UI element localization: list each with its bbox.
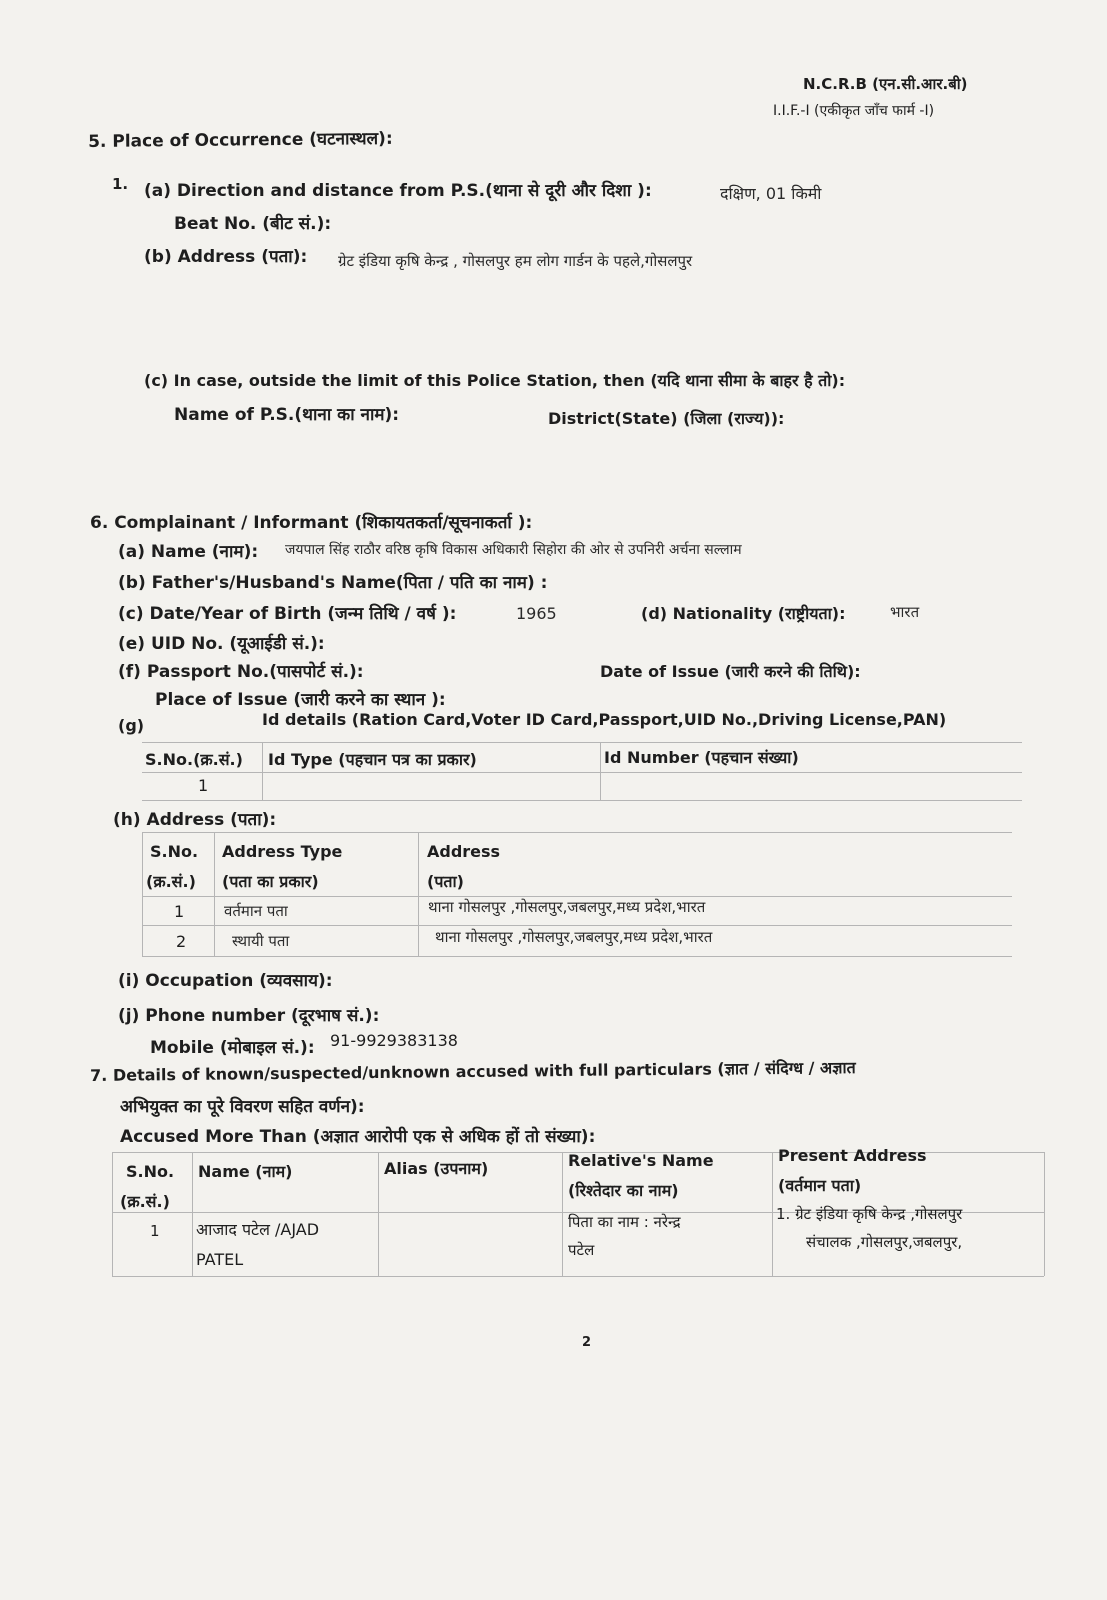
accused-row-relative-line2: पटेल	[568, 1241, 595, 1259]
occurrence-address-value: ग्रेट इंडिया कृषि केन्द्र , गोसलपुर हम लोग गार्डन के पहले,गोसलपुर	[338, 252, 693, 270]
address-table-header-type-hindi: (पता का प्रकार)	[222, 872, 319, 891]
accused-table-header-alias: Alias (उपनाम)	[384, 1159, 489, 1178]
direction-distance-label: (a) Direction and distance from P.S.(थाना से दूरी और दिशा ):	[144, 181, 652, 201]
section-6-title: 6. Complainant / Informant (शिकायतकर्ता/सूचनाकर्ता ):	[90, 513, 533, 533]
accused-table-header-relative: Relative's Name	[568, 1151, 714, 1170]
section-7-title-continued: अभियुक्त का पूरे विवरण सहित वर्णन):	[120, 1097, 365, 1117]
id-table-header-type: Id Type (पहचान पत्र का प्रकार)	[268, 750, 477, 769]
date-of-birth-value: 1965	[516, 604, 557, 623]
complainant-name-label: (a) Name (नाम):	[118, 542, 259, 562]
page-number: 2	[582, 1335, 592, 1350]
accused-row-name-line2: PATEL	[196, 1250, 244, 1269]
address-row-1-sno: 1	[174, 902, 185, 921]
accused-row-sno: 1	[150, 1222, 160, 1240]
section-7-title: 7. Details of known/suspected/unknown accused with full particulars (ज्ञात / संदिग्ध / अज्ञात	[90, 1057, 856, 1085]
beat-number-label: Beat No. (बीट सं.):	[174, 214, 332, 234]
address-row-1-address: थाना गोसलपुर ,गोसलपुर,जबलपुर,मध्य प्रदेश,भारत	[428, 898, 706, 916]
address-row-2-type: स्थायी पता	[232, 932, 290, 950]
id-table-header-sno: S.No.(क्र.सं.)	[145, 750, 243, 769]
iif-header: I.I.F.-I (एकीकृत जाँच फार्म -I)	[773, 103, 935, 119]
accused-table-header-address: Present Address	[778, 1146, 927, 1165]
direction-distance-value: दक्षिण, 01 किमी	[720, 184, 822, 203]
id-table-row-sno: 1	[198, 776, 209, 795]
address-table-header-address: Address	[427, 842, 501, 861]
complainant-address-label: (h) Address (पता):	[113, 810, 277, 830]
complainant-name-value: जयपाल सिंह राठौर वरिष्ठ कृषि विकास अधिकारी सिहोरा की ओर से उपनिरी अर्चना सल्लाम	[285, 542, 742, 558]
id-details-title: Id details (Ration Card,Voter ID Card,Passport,UID No.,Driving License,PAN)	[262, 710, 947, 729]
accused-table-header-sno: S.No.	[126, 1162, 175, 1181]
accused-row-relative-line1: पिता का नाम : नरेन्द्र	[568, 1213, 681, 1231]
ncrb-header: N.C.R.B (एन.सी.आर.बी)	[803, 75, 968, 93]
accused-table-header-name: Name (नाम)	[198, 1162, 293, 1181]
accused-row-address-line2: संचालक ,गोसलपुर,जबलपुर,	[806, 1233, 963, 1251]
address-row-2-sno: 2	[176, 932, 187, 951]
accused-table-header-relative-hindi: (रिश्तेदार का नाम)	[568, 1181, 679, 1200]
nationality-value: भारत	[890, 603, 920, 621]
accused-more-than-label: Accused More Than (अज्ञात आरोपी एक से अधिक हों तो संख्या):	[120, 1127, 596, 1147]
address-table-header-sno-hindi: (क्र.सं.)	[146, 872, 196, 891]
accused-table-header-sno-hindi: (क्र.सं.)	[120, 1192, 170, 1211]
id-table-header-number: Id Number (पहचान संख्या)	[604, 748, 799, 767]
district-state-label: District(State) (जिला (राज्य)):	[548, 409, 785, 428]
address-row-2-address: थाना गोसलपुर ,गोसलपुर,जबलपुर,मध्य प्रदेश,भारत	[435, 928, 713, 946]
outside-limit-label: (c) In case, outside the limit of this Police Station, then (यदि थाना सीमा के बाहर है तो):	[144, 371, 846, 390]
address-table-header-type: Address Type	[222, 842, 343, 861]
accused-table-header-address-hindi: (वर्तमान पता)	[778, 1176, 862, 1195]
id-details-marker: (g)	[118, 716, 145, 735]
phone-number-label: (j) Phone number (दूरभाष सं.):	[118, 1006, 380, 1026]
father-husband-name-label: (b) Father's/Husband's Name(पिता / पति का नाम) :	[118, 573, 548, 593]
mobile-label: Mobile (मोबाइल सं.):	[150, 1038, 315, 1058]
passport-date-of-issue-label: Date of Issue (जारी करने की तिथि):	[600, 662, 861, 681]
occurrence-address-label: (b) Address (पता):	[144, 247, 308, 267]
address-table-header-address-hindi: (पता)	[427, 872, 464, 891]
address-table-header-sno: S.No.	[150, 842, 199, 861]
passport-place-of-issue-label: Place of Issue (जारी करने का स्थान ):	[155, 690, 446, 710]
section-5-item-number: 1.	[112, 175, 129, 193]
accused-row-address-line1: 1. ग्रेट इंडिया कृषि केन्द्र ,गोसलपुर	[776, 1205, 963, 1223]
nationality-label: (d) Nationality (राष्ट्रीयता):	[641, 604, 846, 623]
occupation-label: (i) Occupation (व्यवसाय):	[118, 971, 333, 991]
mobile-value: 91-9929383138	[330, 1031, 458, 1050]
accused-row-name-line1: आजाद पटेल /AJAD	[196, 1220, 320, 1239]
date-of-birth-label: (c) Date/Year of Birth (जन्म तिथि / वर्ष ):	[118, 604, 457, 624]
passport-number-label: (f) Passport No.(पासपोर्ट सं.):	[118, 662, 364, 682]
section-5-title: 5. Place of Occurrence (घटनास्थल):	[88, 128, 393, 152]
police-station-name-label: Name of P.S.(थाना का नाम):	[174, 405, 400, 425]
uid-number-label: (e) UID No. (यूआईडी सं.):	[118, 634, 325, 654]
address-row-1-type: वर्तमान पता	[224, 902, 288, 920]
